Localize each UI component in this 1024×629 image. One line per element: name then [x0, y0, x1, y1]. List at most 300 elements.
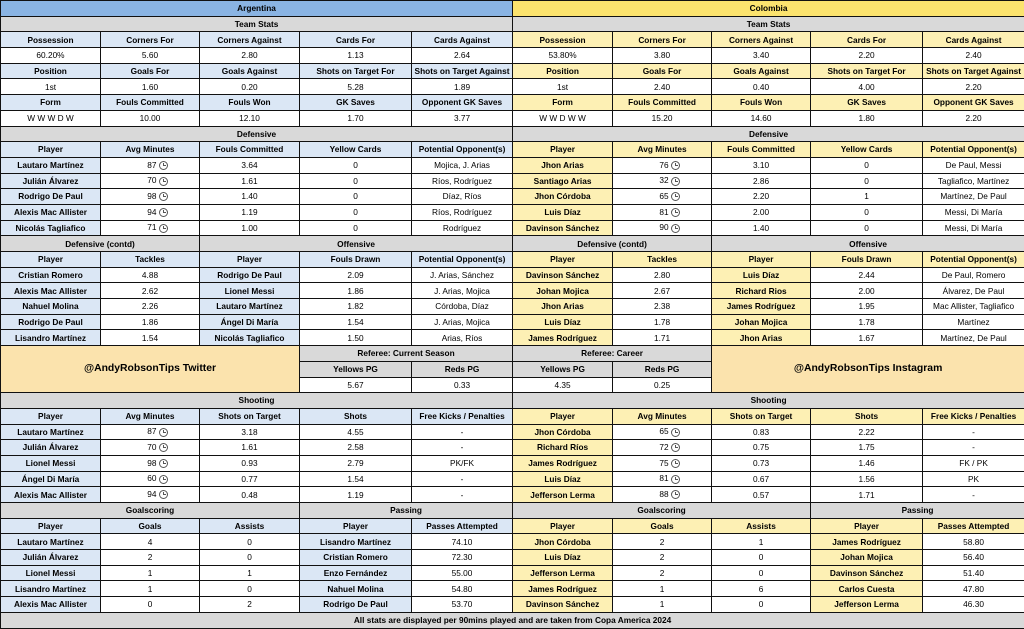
team-stat-value: 1.13 — [300, 48, 412, 64]
value-cell: 58.80 — [923, 534, 1024, 550]
player-name: Rodrigo De Paul — [1, 314, 101, 330]
player-name: Davinson Sánchez — [513, 220, 613, 236]
opponents-cell: Martínez, De Paul — [923, 189, 1024, 205]
opponents-cell: J. Arias, Mojica — [412, 283, 513, 299]
set-piece-cell: FK / PK — [923, 455, 1024, 471]
avg-minutes-cell — [101, 173, 200, 189]
player-name: Jefferson Lerma — [513, 565, 613, 581]
team-stat-value: 53.80% — [513, 48, 613, 64]
minutes-value: 32 — [645, 176, 669, 184]
sheet-row — [1, 110, 1024, 126]
opponents-cell: Messi, Di María — [923, 220, 1024, 236]
column-header: Reds PG — [412, 361, 513, 377]
set-piece-cell: PK/FK — [412, 455, 513, 471]
value-cell: 2.62 — [101, 283, 200, 299]
column-header: Fouls Committed — [613, 95, 712, 111]
minutes-value: 76 — [645, 161, 669, 169]
player-name: Alexis Mac Allister — [1, 597, 101, 613]
value-cell: 0 — [300, 157, 412, 173]
column-header: Assists — [200, 518, 300, 534]
value-cell: 2.38 — [613, 299, 712, 315]
value-cell: 2.58 — [300, 440, 412, 456]
value-cell: 47.80 — [923, 581, 1024, 597]
player-name: James Rodríguez — [712, 299, 811, 315]
opponents-cell: Díaz, Ríos — [412, 189, 513, 205]
value-cell: 2 — [613, 534, 712, 550]
column-header: Goals — [101, 518, 200, 534]
value-cell: 3.18 — [200, 424, 300, 440]
player-name: James Rodríguez — [513, 455, 613, 471]
sheet-row — [1, 283, 1024, 299]
sheet-row — [1, 63, 1024, 79]
avg-minutes-cell — [101, 455, 200, 471]
column-header: Reds PG — [613, 361, 712, 377]
opponents-cell: J. Arias, Mojica — [412, 314, 513, 330]
stopwatch-icon — [671, 161, 680, 170]
column-header: Fouls Committed — [712, 142, 811, 158]
set-piece-cell: PK — [923, 471, 1024, 487]
set-piece-cell: - — [923, 440, 1024, 456]
instagram-promo: @AndyRobsonTips Instagram — [712, 346, 1024, 393]
value-cell: 0 — [712, 597, 811, 613]
value-cell: 4.55 — [300, 424, 412, 440]
column-header: Goals Against — [712, 63, 811, 79]
avg-minutes-cell — [613, 424, 712, 440]
team-stat-value: 2.20 — [811, 48, 923, 64]
player-name: Jhon Córdoba — [513, 424, 613, 440]
avg-minutes-cell — [613, 471, 712, 487]
avg-minutes-cell — [613, 157, 712, 173]
value-cell: 46.30 — [923, 597, 1024, 613]
sheet-row — [1, 408, 1024, 424]
player-name: Lisandro Martínez — [1, 330, 101, 346]
column-header: Yellow Cards — [300, 142, 412, 158]
column-header: Passing — [300, 503, 513, 519]
stopwatch-icon — [159, 443, 168, 452]
player-name: Nicolás Tagliafico — [200, 330, 300, 346]
column-header: Goalscoring — [513, 503, 811, 519]
value-cell: 2.26 — [101, 299, 200, 315]
player-name: Alexis Mac Allister — [1, 283, 101, 299]
sheet-row — [1, 597, 1024, 613]
column-header: Corners For — [101, 32, 200, 48]
player-name: Ángel Di María — [1, 471, 101, 487]
sheet-row — [1, 565, 1024, 581]
column-header: Free Kicks / Penalties — [412, 408, 513, 424]
column-header: Tackles — [613, 252, 712, 268]
player-name: Luis Díaz — [513, 471, 613, 487]
column-header: Shots on Target — [712, 408, 811, 424]
minutes-value: 98 — [133, 192, 157, 200]
column-header: Team Stats — [1, 16, 513, 32]
column-header: Player — [513, 252, 613, 268]
column-header: Cards For — [300, 32, 412, 48]
avg-minutes-cell — [101, 157, 200, 173]
player-name: Lisandro Martínez — [300, 534, 412, 550]
player-name: Julián Álvarez — [1, 173, 101, 189]
player-name: Lionel Messi — [200, 283, 300, 299]
value-cell: 1.95 — [811, 299, 923, 315]
value-cell: 1.50 — [300, 330, 412, 346]
avg-minutes-cell — [613, 204, 712, 220]
value-cell: 2 — [200, 597, 300, 613]
player-name: Johan Mojica — [811, 550, 923, 566]
value-cell: 2.00 — [712, 204, 811, 220]
value-cell: 5.67 — [300, 377, 412, 393]
team-stat-value: 3.77 — [412, 110, 513, 126]
sheet-row — [1, 220, 1024, 236]
value-cell: 2.22 — [811, 424, 923, 440]
player-name: Santiago Arias — [513, 173, 613, 189]
column-header: Fouls Won — [200, 95, 300, 111]
opponents-cell: Martínez, De Paul — [923, 330, 1024, 346]
sheet-row — [1, 204, 1024, 220]
column-header: Potential Opponent(s) — [412, 142, 513, 158]
opponents-cell: Martínez — [923, 314, 1024, 330]
set-piece-cell: - — [923, 424, 1024, 440]
column-header: Passes Attempted — [412, 518, 513, 534]
player-name: Julián Álvarez — [1, 440, 101, 456]
column-header: Fouls Drawn — [811, 252, 923, 268]
team-stat-value: 1.80 — [811, 110, 923, 126]
footer-note: All stats are displayed per 90mins played and are taken from Copa America 2024 — [1, 612, 1024, 628]
player-name: Jhon Arias — [513, 157, 613, 173]
avg-minutes-cell — [101, 189, 200, 205]
value-cell: 1 — [613, 597, 712, 613]
column-header: Shots on Target For — [811, 63, 923, 79]
column-header: Free Kicks / Penalties — [923, 408, 1024, 424]
stopwatch-icon — [671, 208, 680, 217]
value-cell: 1.54 — [101, 330, 200, 346]
value-cell: 1.82 — [300, 299, 412, 315]
value-cell: 0 — [200, 534, 300, 550]
column-header: Offensive — [200, 236, 513, 252]
set-piece-cell: - — [412, 440, 513, 456]
column-header: Player — [811, 518, 923, 534]
avg-minutes-cell — [613, 487, 712, 503]
player-name: Lisandro Martínez — [1, 581, 101, 597]
column-header: Shots on Target For — [300, 63, 412, 79]
column-header: Corners Against — [712, 32, 811, 48]
value-cell: 0.57 — [712, 487, 811, 503]
value-cell: 1.40 — [712, 220, 811, 236]
value-cell: 72.30 — [412, 550, 513, 566]
opponents-cell: Álvarez, De Paul — [923, 283, 1024, 299]
team-stat-value: 0.20 — [200, 79, 300, 95]
value-cell: 1 — [101, 565, 200, 581]
value-cell: 0.73 — [712, 455, 811, 471]
team-stat-value: 1.70 — [300, 110, 412, 126]
column-header: Defensive — [513, 126, 1024, 142]
team-stat-value: 5.28 — [300, 79, 412, 95]
sheet-row — [1, 346, 1024, 362]
column-header: Potential Opponent(s) — [923, 252, 1024, 268]
value-cell: 0 — [811, 157, 923, 173]
sheet-row — [1, 471, 1024, 487]
value-cell: 1.71 — [613, 330, 712, 346]
column-header: Shots — [300, 408, 412, 424]
column-header: Player — [200, 252, 300, 268]
value-cell: 3.64 — [200, 157, 300, 173]
stopwatch-icon — [159, 177, 168, 186]
column-header: Form — [513, 95, 613, 111]
sheet-row — [1, 236, 1024, 252]
column-header: Shots on Target Against — [923, 63, 1024, 79]
stopwatch-icon — [671, 177, 680, 186]
player-name: James Rodríguez — [811, 534, 923, 550]
player-name: Jefferson Lerma — [811, 597, 923, 613]
column-header: Fouls Committed — [101, 95, 200, 111]
column-header: Shots on Target Against — [412, 63, 513, 79]
player-name: Luis Díaz — [712, 267, 811, 283]
column-header: Cards Against — [923, 32, 1024, 48]
value-cell: 4.88 — [101, 267, 200, 283]
sheet-row — [1, 534, 1024, 550]
value-cell: 0 — [712, 565, 811, 581]
stopwatch-icon — [159, 224, 168, 233]
value-cell: 2 — [613, 565, 712, 581]
sheet-row — [1, 189, 1024, 205]
sheet-row — [1, 440, 1024, 456]
column-header: Fouls Drawn — [300, 252, 412, 268]
value-cell: 0.48 — [200, 487, 300, 503]
team-stat-value: 14.60 — [712, 110, 811, 126]
column-header: Shooting — [513, 393, 1024, 409]
stopwatch-icon — [159, 475, 168, 484]
avg-minutes-cell — [613, 455, 712, 471]
stopwatch-icon — [159, 490, 168, 499]
opponents-cell: Arias, Ríos — [412, 330, 513, 346]
team-stat-value: 2.40 — [613, 79, 712, 95]
value-cell: 0 — [811, 220, 923, 236]
minutes-value: 75 — [645, 459, 669, 467]
player-name: Lautaro Martínez — [1, 534, 101, 550]
column-header: Player — [513, 518, 613, 534]
player-name: Jefferson Lerma — [513, 487, 613, 503]
team-title-argentina: Argentina — [1, 1, 513, 17]
value-cell: 55.00 — [412, 565, 513, 581]
value-cell: 1.40 — [200, 189, 300, 205]
minutes-value: 81 — [645, 208, 669, 216]
minutes-value: 72 — [645, 443, 669, 451]
column-header: Avg Minutes — [613, 408, 712, 424]
value-cell: 1 — [200, 565, 300, 581]
value-cell: 1.19 — [300, 487, 412, 503]
value-cell: 0 — [300, 220, 412, 236]
sheet-row — [1, 314, 1024, 330]
value-cell: 0 — [200, 550, 300, 566]
value-cell: 0.75 — [712, 440, 811, 456]
player-name: Luis Díaz — [513, 550, 613, 566]
value-cell: 74.10 — [412, 534, 513, 550]
sheet-row — [1, 330, 1024, 346]
sheet-row — [1, 581, 1024, 597]
column-header: Potential Opponent(s) — [923, 142, 1024, 158]
team-stat-value: 4.00 — [811, 79, 923, 95]
player-name: Johan Mojica — [712, 314, 811, 330]
column-header: Position — [513, 63, 613, 79]
value-cell: 2.79 — [300, 455, 412, 471]
stopwatch-icon — [671, 428, 680, 437]
column-header: Cards For — [811, 32, 923, 48]
opponents-cell: Messi, Di María — [923, 204, 1024, 220]
player-name: Richard Ríos — [513, 440, 613, 456]
column-header: Potential Opponent(s) — [412, 252, 513, 268]
sheet-row — [1, 455, 1024, 471]
stopwatch-icon — [671, 475, 680, 484]
column-header: Cards Against — [412, 32, 513, 48]
value-cell: 1 — [613, 581, 712, 597]
opponents-cell: J. Arias, Sánchez — [412, 267, 513, 283]
column-header: Shots on Target — [200, 408, 300, 424]
value-cell: 0.33 — [412, 377, 513, 393]
value-cell: 0 — [101, 597, 200, 613]
team-stat-value: 2.40 — [923, 48, 1024, 64]
column-header: Corners For — [613, 32, 712, 48]
column-header: Yellow Cards — [811, 142, 923, 158]
team-stat-value: 1st — [1, 79, 101, 95]
set-piece-cell: - — [412, 487, 513, 503]
value-cell: 0.67 — [712, 471, 811, 487]
column-header: Goals Against — [200, 63, 300, 79]
value-cell: 2.00 — [811, 283, 923, 299]
value-cell: 1 — [811, 189, 923, 205]
value-cell: 1.56 — [811, 471, 923, 487]
column-header: Yellows PG — [513, 361, 613, 377]
avg-minutes-cell — [613, 440, 712, 456]
player-name: Luis Díaz — [513, 204, 613, 220]
column-header: Shots — [811, 408, 923, 424]
column-header: Defensive (contd) — [513, 236, 712, 252]
column-header: Goals For — [101, 63, 200, 79]
value-cell: 0 — [811, 204, 923, 220]
value-cell: 1.78 — [613, 314, 712, 330]
sheet-row — [1, 32, 1024, 48]
value-cell: 4.35 — [513, 377, 613, 393]
column-header: Avg Minutes — [613, 142, 712, 158]
opponents-cell: Ríos, Rodríguez — [412, 204, 513, 220]
minutes-value: 98 — [133, 459, 157, 467]
stopwatch-icon — [671, 192, 680, 201]
team-title-colombia: Colombia — [513, 1, 1024, 17]
column-header: Opponent GK Saves — [923, 95, 1024, 111]
player-name: Johan Mojica — [513, 283, 613, 299]
team-stat-value: 3.80 — [613, 48, 712, 64]
stopwatch-icon — [159, 208, 168, 217]
avg-minutes-cell — [101, 440, 200, 456]
value-cell: 2 — [101, 550, 200, 566]
team-stat-value: 2.64 — [412, 48, 513, 64]
column-header: Tackles — [101, 252, 200, 268]
minutes-value: 87 — [133, 427, 157, 435]
player-name: Alexis Mac Allister — [1, 204, 101, 220]
minutes-value: 60 — [133, 474, 157, 482]
sheet-row — [1, 1, 1024, 17]
minutes-value: 70 — [133, 443, 157, 451]
player-name: Lionel Messi — [1, 565, 101, 581]
column-header: GK Saves — [811, 95, 923, 111]
team-stat-value: 15.20 — [613, 110, 712, 126]
team-stat-value: 60.20% — [1, 48, 101, 64]
value-cell: 1.75 — [811, 440, 923, 456]
value-cell: 2.09 — [300, 267, 412, 283]
avg-minutes-cell — [101, 204, 200, 220]
sheet-row — [1, 393, 1024, 409]
sheet-row — [1, 503, 1024, 519]
player-name: Lautaro Martínez — [1, 157, 101, 173]
player-name: James Rodríguez — [513, 330, 613, 346]
value-cell: 4 — [101, 534, 200, 550]
avg-minutes-cell — [101, 487, 200, 503]
value-cell: 1.71 — [811, 487, 923, 503]
sheet-row — [1, 487, 1024, 503]
value-cell: 0.77 — [200, 471, 300, 487]
value-cell: 0.93 — [200, 455, 300, 471]
stopwatch-icon — [159, 161, 168, 170]
value-cell: 2.67 — [613, 283, 712, 299]
avg-minutes-cell — [613, 189, 712, 205]
sheet-row — [1, 299, 1024, 315]
stopwatch-icon — [671, 490, 680, 499]
value-cell: 53.70 — [412, 597, 513, 613]
column-header: Fouls Won — [712, 95, 811, 111]
set-piece-cell: - — [412, 471, 513, 487]
avg-minutes-cell — [101, 424, 200, 440]
opponents-cell: Ríos, Rodríguez — [412, 173, 513, 189]
opponents-cell: De Paul, Romero — [923, 267, 1024, 283]
player-name: Davinson Sánchez — [513, 597, 613, 613]
team-stat-value: 2.20 — [923, 110, 1024, 126]
column-header: Avg Minutes — [101, 142, 200, 158]
value-cell: 54.80 — [412, 581, 513, 597]
column-header: Avg Minutes — [101, 408, 200, 424]
team-stat-value: 10.00 — [101, 110, 200, 126]
opponents-cell: Mac Allister, Tagliafico — [923, 299, 1024, 315]
player-name: Ángel Di María — [200, 314, 300, 330]
value-cell: 2 — [613, 550, 712, 566]
sheet-row — [1, 126, 1024, 142]
stopwatch-icon — [159, 459, 168, 468]
column-header: Opponent GK Saves — [412, 95, 513, 111]
player-name: Richard Rios — [712, 283, 811, 299]
column-header: Fouls Committed — [200, 142, 300, 158]
player-name: Rodrigo De Paul — [1, 189, 101, 205]
value-cell: 0 — [200, 581, 300, 597]
minutes-value: 94 — [133, 208, 157, 216]
value-cell: 1.61 — [200, 440, 300, 456]
player-name: Nicolás Tagliafico — [1, 220, 101, 236]
sheet-row — [1, 16, 1024, 32]
value-cell: 0 — [300, 189, 412, 205]
column-header: GK Saves — [300, 95, 412, 111]
avg-minutes-cell — [613, 220, 712, 236]
value-cell: 1.46 — [811, 455, 923, 471]
sheet-row — [1, 267, 1024, 283]
value-cell: 1 — [101, 581, 200, 597]
sheet-row — [1, 157, 1024, 173]
value-cell: 0 — [712, 550, 811, 566]
value-cell: 2.44 — [811, 267, 923, 283]
value-cell: 1 — [712, 534, 811, 550]
player-name: Jhon Córdoba — [513, 189, 613, 205]
column-header: Player — [1, 142, 101, 158]
minutes-value: 94 — [133, 490, 157, 498]
column-header: Defensive (contd) — [1, 236, 200, 252]
column-header: Possession — [513, 32, 613, 48]
value-cell: 0.25 — [613, 377, 712, 393]
avg-minutes-cell — [101, 220, 200, 236]
team-stat-value: 1.60 — [101, 79, 200, 95]
